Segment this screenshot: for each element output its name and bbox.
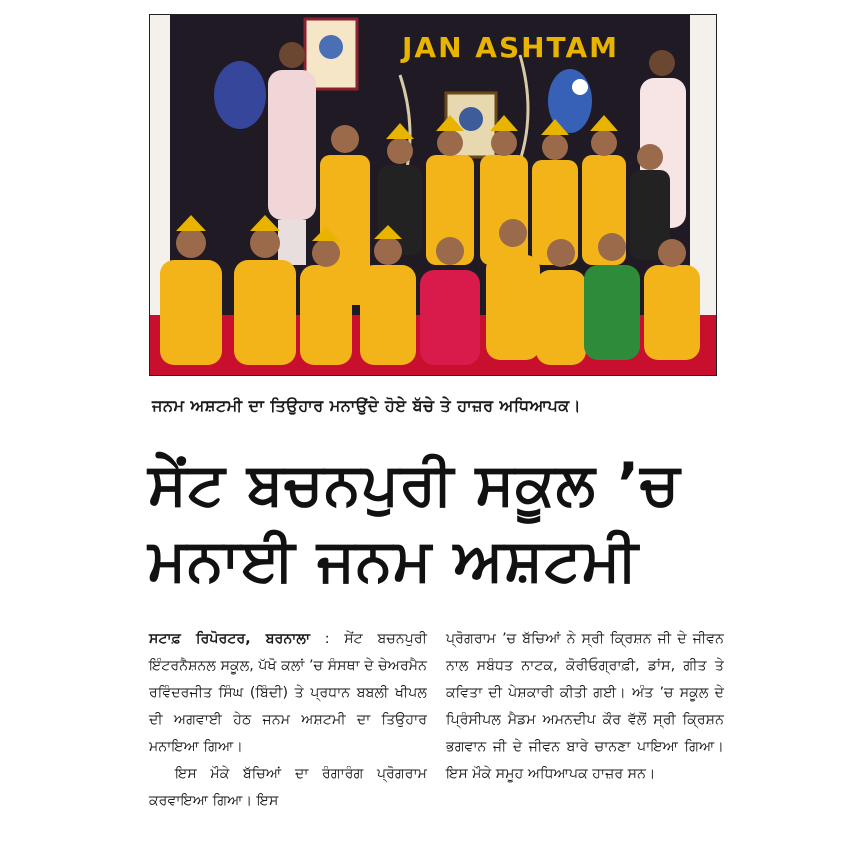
photo-banner-text: JAN ASHTAM: [402, 31, 619, 64]
article-text-1: : ਸੇਂਟ ਬਚਨਪੁਰੀ ਇੰਟਰਨੈਸ਼ਨਲ ਸਕੂਲ, ਪੱਖੋ ਕਲਾਂ ’ਚ ਸੰਸਥਾ ਦੇ ਚੇਅਰਮੈਨ ਰਵਿੰਦਰਜੀਤ ਸਿੰਘ (ਬਿੰਦੀ) ਤੇ ਪ੍ਰਧਾਨ ਬਬਲੀ ਖੀਪਲ ਦੀ ਅਗਵਾਈ ਹੇਠ ਜਨਮ ਅਸ਼ਟਮੀ ਦਾ ਤਿਉਹਾਰ ਮਨਾਇਆ ਗਿਆ।: [149, 631, 427, 755]
photo-children-dressed-as-krishna: [150, 15, 716, 375]
article-column-right: [446, 626, 724, 788]
headline-line-2: ਮਨਾਈ ਜਨਮ ਅਸ਼ਟਮੀ: [148, 526, 639, 594]
byline: ਸਟਾਫ਼ ਰਿਪੋਰਟਰ, ਬਰਨਾਲਾ: [149, 631, 311, 647]
article-paragraph-1: [149, 626, 427, 761]
headline: [148, 446, 788, 598]
article-column-left: [149, 626, 427, 815]
news-photo: [149, 14, 717, 376]
photo-caption: ਜਨਮ ਅਸ਼ਟਮੀ ਦਾ ਤਿਉਹਾਰ ਮਨਾਉਂਦੇ ਹੋਏ ਬੱਚੇ ਤੇ ਹਾਜ਼ਰ ਅਧਿਆਪਕ।: [152, 396, 581, 415]
article-paragraph-3: ਪ੍ਰੋਗਰਾਮ ’ਚ ਬੱਚਿਆਂ ਨੇ ਸ੍ਰੀ ਕ੍ਰਿਸ਼ਨ ਜੀ ਦੇ ਜੀਵਨ ਨਾਲ ਸਬੰਧਤ ਨਾਟਕ, ਕੋਰੀਓਗ੍ਰਾਫ਼ੀ, ਡਾਂਸ, ਗੀਤ ਤੇ ਕਵਿਤਾ ਦੀ ਪੇਸ਼ਕਾਰੀ ਕੀਤੀ ਗਈ। ਅੰਤ ’ਚ ਸਕੂਲ ਦੇ ਪ੍ਰਿੰਸੀਪਲ ਮੈਡਮ ਅਮਨਦੀਪ ਕੌਰ ਵੱਲੋਂ ਸ੍ਰੀ ਕ੍ਰਿਸ਼ਨ ਭਗਵਾਨ ਜੀ ਦੇ ਜੀਵਨ ਬਾਰੇ ਚਾਨਣਾ ਪਾਇਆ ਗਿਆ। ਇਸ ਮੌਕੇ ਸਮੂਹ ਅਧਿਆਪਕ ਹਾਜ਼ਰ ਸਨ।: [446, 631, 724, 782]
article-paragraph-2: ਇਸ ਮੌਕੇ ਬੱਚਿਆਂ ਦਾ ਰੰਗਾਰੰਗ ਪ੍ਰੋਗਰਾਮ ਕਰਵਾਇਆ ਗਿਆ। ਇਸ: [149, 766, 427, 809]
headline-line-1: ਸੇਂਟ ਬਚਨਪੁਰੀ ਸਕੂਲ ’ਚ: [148, 450, 681, 518]
